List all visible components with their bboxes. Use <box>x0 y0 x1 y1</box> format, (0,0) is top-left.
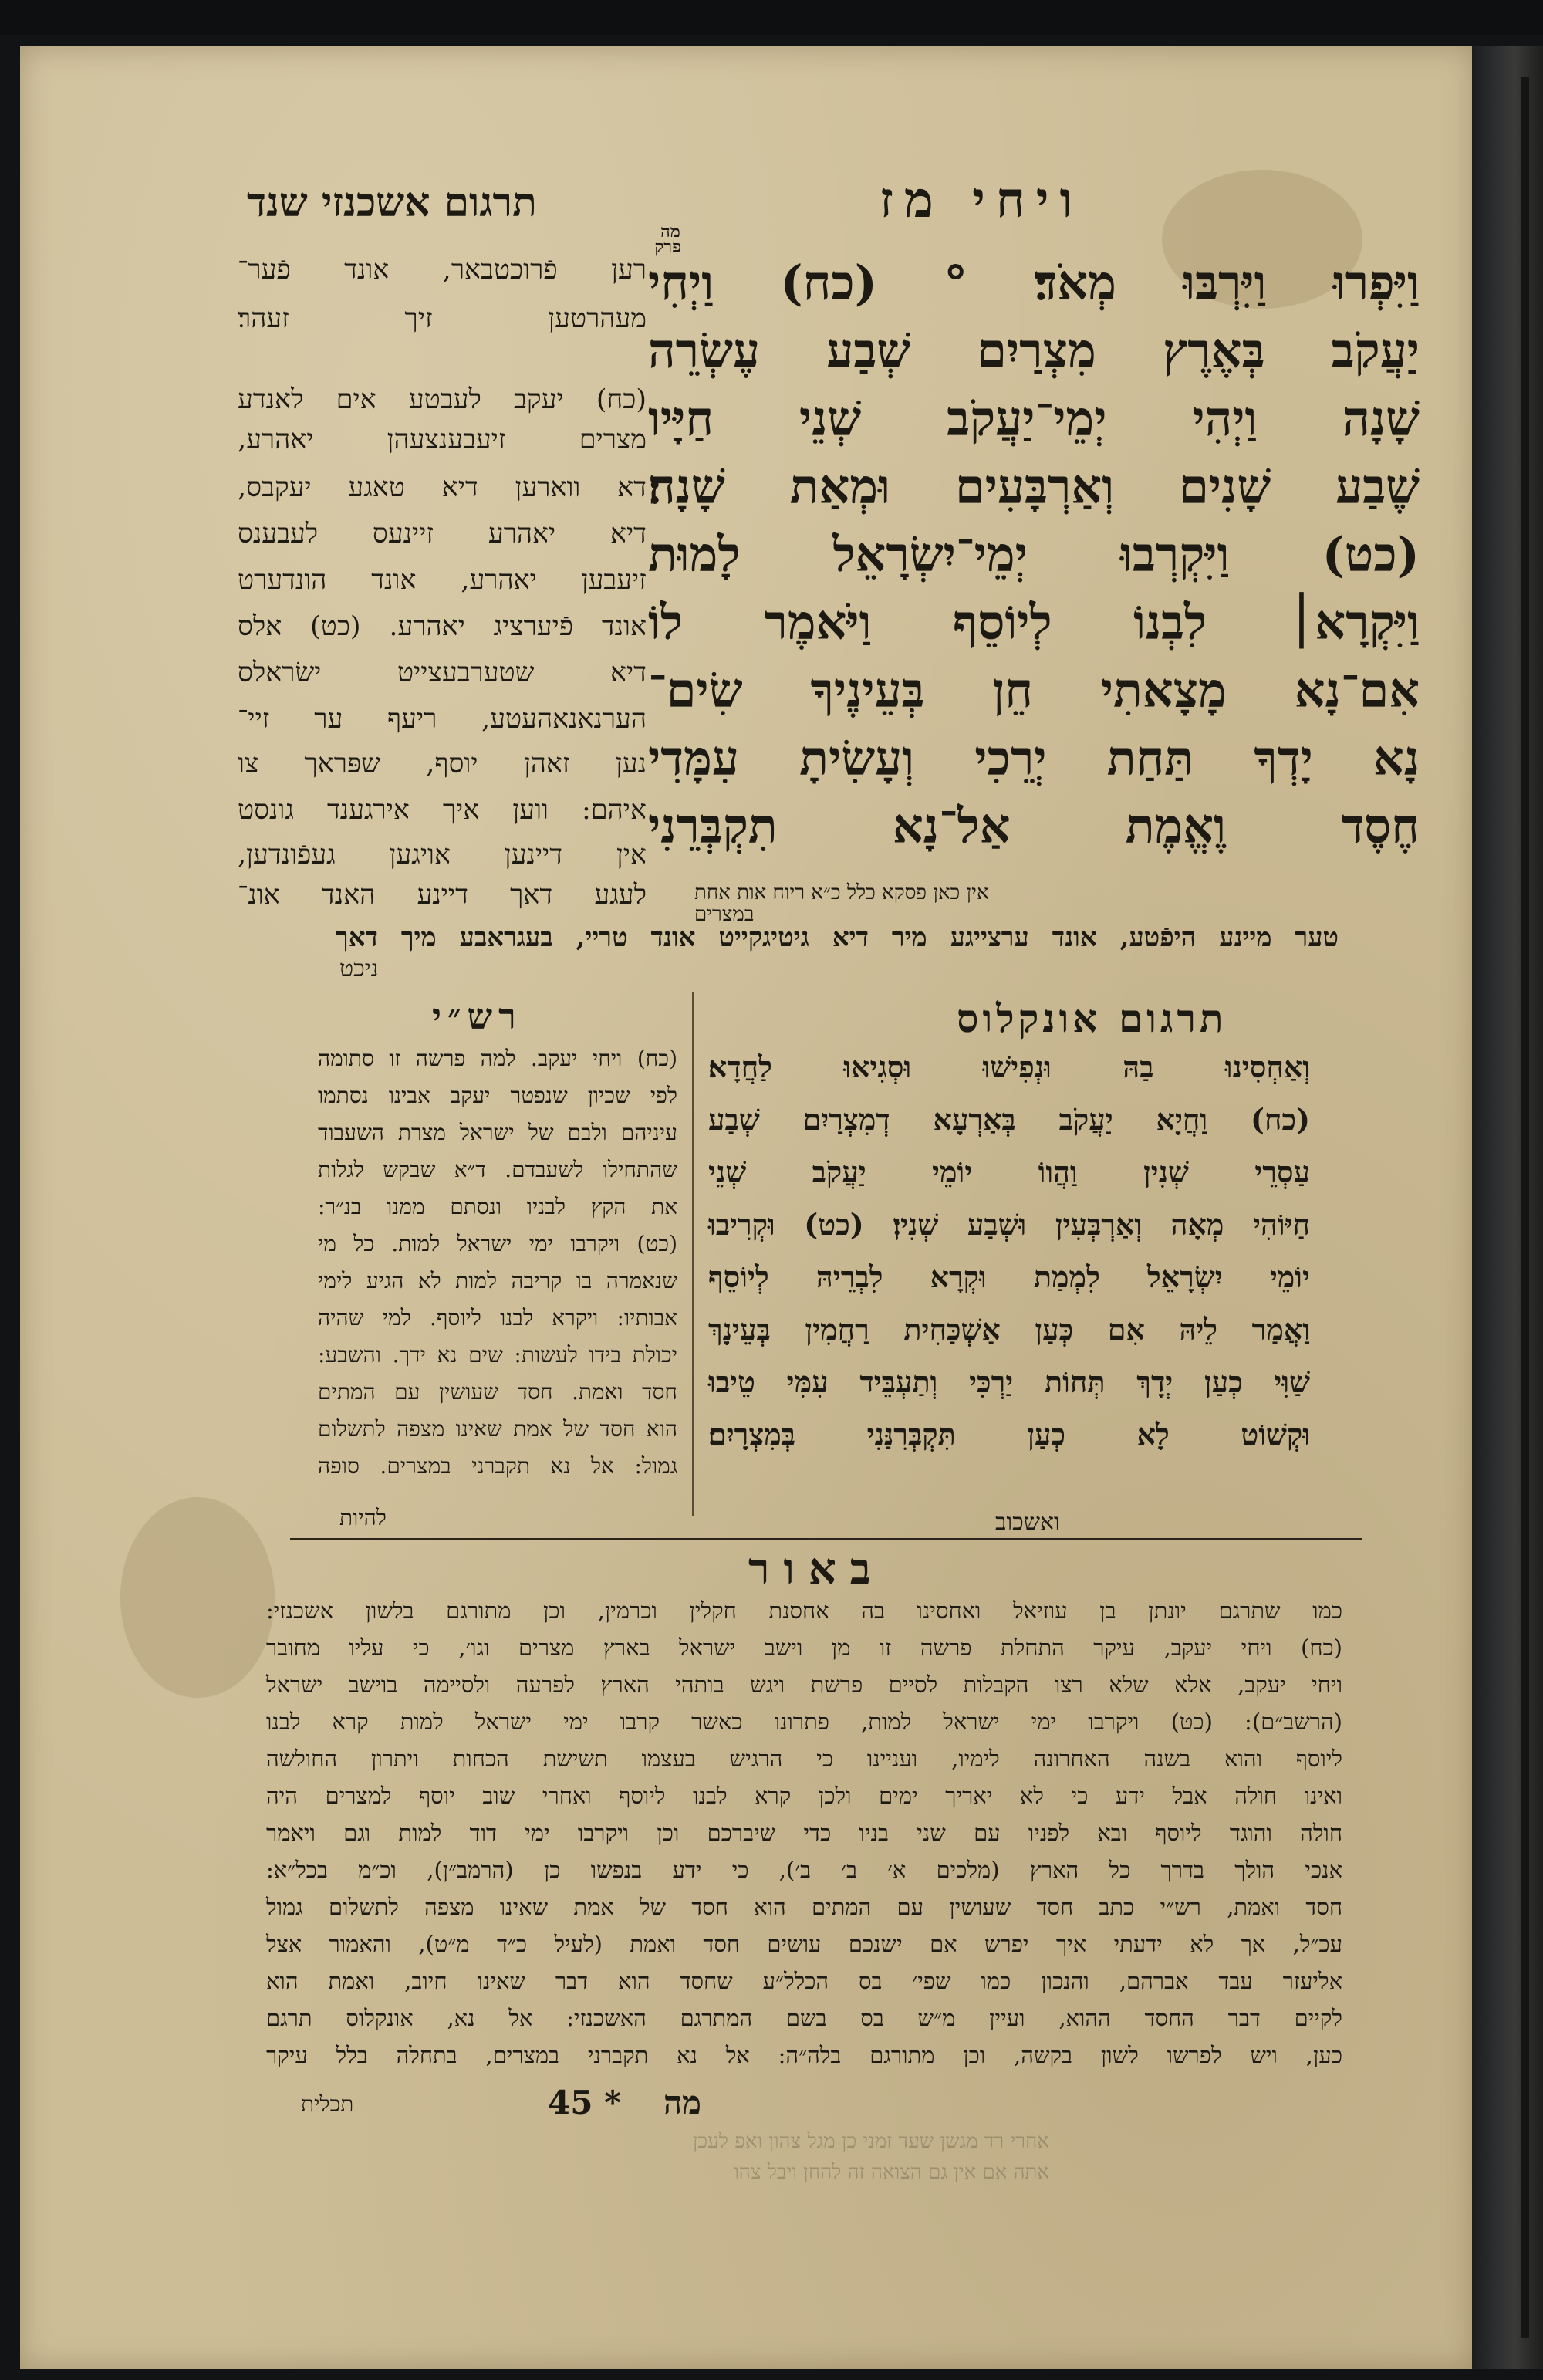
onkelos-line: וּקְשׁוֹט לָא כְעַן תִּקְבְּרִנַּנִי בְּמִצְרָיִם׃ <box>708 1417 1310 1452</box>
biur-line: חולה והוגד ליוסף ובא לפניו עם שני בניו כדי שיברכם וכן ויקרבו ימי דוד למות וגם ויאמר <box>266 1820 1342 1846</box>
biur-line: ליוסף והוא בשנה האחרונה לימיו, ועניינו כי הרגיש בעצמו תשישת הכחות ויתרון החולשה <box>266 1746 1342 1772</box>
biur-line: (כח) ויחי יעקב, עיקר התחלת פרשה זו מן וישב ישראל בארץ מצרים וגו׳, כי עליו מחובר <box>266 1635 1342 1661</box>
yiddish-line: דיא שטערבעצייט ישׂראלס <box>238 658 647 688</box>
biur-line: (הרשב״ם): (כט) ויקרבו ימי ישראל למות, פתרונו כאשר קרבו ימי ישראל למות קרא לבנו <box>266 1709 1342 1735</box>
page-number: 45 * <box>548 2084 622 2121</box>
yiddish-line: מצרים זיעבענצעהן יאהרע, <box>238 424 647 455</box>
rashi-line: גמול: אל נא תקברני במצרים. סופה <box>318 1453 677 1479</box>
section-rule <box>290 1538 1362 1540</box>
bible-catchword: במצרים <box>694 903 755 926</box>
yiddish-line: זיעבען יאהרע, אונד הונדערט <box>238 565 647 596</box>
onkelos-line: (כח) וַחֲיָא יַעֲקֹב בְּאַרְעָא דְמִצְרַיִם שְׁבַע <box>708 1102 1310 1137</box>
rashi-title: רש״י <box>432 996 522 1037</box>
masoretic-note: אין כאן פסקא כלל כ״א ריוח אות אחת <box>694 881 989 904</box>
bleed-through-text: אחרי רד מגשן שעד זמני כן מגל צהון ואפ לעכן <box>692 2130 1049 2153</box>
rashi-line: הוא חסד של אמת שאינו מצפה לתשלום <box>318 1416 677 1442</box>
yiddish-line: (כח) יעקב לעבטע אים לאנדע <box>238 384 647 415</box>
biur-line: כמו שתרגם יונתן בן עוזיאל ואחסינו בה אחסנת חקלין וכרמין, וכן מתורגם בלשון אשכנזי: <box>266 1597 1342 1624</box>
biur-line: אנכי הולך בדרך כל הארץ (מלכים א׳ ב׳ ב׳), כי ידע בנפשו כן (הרמב״ן), וכ״מ בכל״א: <box>266 1857 1342 1883</box>
yiddish-line: הערנאנאהעטע, ריעף ער זיי־ <box>238 704 647 735</box>
bleed-through-text: אתה אם אין גם הצואה זה להחן ויבל צהו <box>734 2161 1049 2184</box>
onkelos-line: שַׁוִּי כְעַן יְדָךְ תְּחוֹת יַרְכִּי וְתַעְבֵּיד עִמִּי טֵיבוּ <box>708 1364 1310 1399</box>
column-divider <box>692 992 694 1516</box>
yiddish-line: מעהרטען זיך זעהר׃ <box>238 303 647 334</box>
rashi-line: אבותיו: ויקרא לבנו ליוסף. למי שהיה <box>318 1305 677 1330</box>
biur-line: עכ״ל, אך לא ידעתי איך יפרש אם ישנכם עושים חסד ואמת (לעיל כ״ד מ״ט), והאמור אצל <box>266 1931 1342 1957</box>
biur-line: חסד ואמת, רש״י כתב חסד שעושין עם המתים הוא חסד של אמת שאינו מצפה לתשלום גמול <box>266 1894 1342 1920</box>
bible-line: חֶסֶד וֶאֱמֶת אַל־נָא תִקְבְּרֵנִי <box>648 798 1420 854</box>
hebrew-page-number: מה <box>663 2084 702 2121</box>
yiddish-line: דא ווארען דיא טאגע יעקבס, <box>238 472 647 503</box>
page-catchword: תכלית <box>301 2091 354 2117</box>
bible-line: וַיִּקְרָא׀ לִבְנוֹ לְיוֹסֵף וַיֹּאמֶר לוֹ <box>648 594 1420 651</box>
onkelos-line: חַיּוֹהִי מְאָה וְאַרְבְּעִין וּשְׁבַע שְׁנִין׃ (כט) וּקְרִיבוּ <box>708 1207 1310 1242</box>
biur-line: ויחי יעקב, אלא שלא רצו הקבלות לסיים פרשת ויגש בותהי הארץ לפרעה ולסיימה בוישב ישראל <box>266 1672 1342 1698</box>
rashi-line: חסד ואמת. חסד שעושין עם המתים <box>318 1379 677 1405</box>
rashi-line: יכולת בידו לעשות: שים נא ידך. והשבע: <box>318 1342 677 1367</box>
onkelos-line: וְאַחְסִינוּ בַהּ וּנְפִישׁוּ וּסְגִיאוּ לַחֲדָא׃ <box>708 1050 1310 1084</box>
scan-top-border <box>0 0 1543 35</box>
yiddish-line: איהם: ווען איך אירגענד גונסט <box>238 795 647 826</box>
bible-line: שֶׁבַע שָׁנִים וְאַרְבָּעִים וּמְאַת שָׁנָה׃ <box>648 458 1420 515</box>
biur-line: לקיים דבר החסד ההוא, ועיין מ״ש בס בשם המתרגם האשכנזי: אל נא, אונקלוס תרגם <box>266 2005 1342 2031</box>
onkelos-line: יוֹמֵי יִשְׂרָאֵל לִמְמַת וּקְרָא לִבְרֵיהּ לְיוֹסֵף <box>708 1259 1310 1294</box>
rashi-line: עיניהם ולבם של ישראל מצרת השעבוד <box>318 1120 677 1145</box>
onkelos-line: עַסְרֵי שְׁנִין וַהֲווֹ יוֹמֵי יַעֲקֹב שְׁנֵי <box>708 1155 1310 1189</box>
yiddish-continuation-line: טער מיינע היפֿטע, אונד ערצייגע מיר דיא גיטיגקייט אונד טריי, בעגראבע מיך דאך <box>336 922 1339 953</box>
yiddish-line: דיא יאהרע זיינעס לעבענס <box>238 519 647 549</box>
bible-line: אִם־נָא מָצָאתִי חֵן בְּעֵינֶיךָ שִׂים־ <box>648 662 1420 718</box>
biur-line: אליעזר עבד אברהם, והנכון כמו שפי׳ בס הכלל״ע שחסד הוא דבר שאינו חיוב, ואמת הוא <box>266 1968 1342 1994</box>
bible-line: נָא יָדְךָ תַּחַת יְרֵכִי וְעָשִׂיתָ עִמָּדִי <box>648 730 1420 786</box>
yiddish-line: אונד פֿיערציג יאהרע. (כט) אלס <box>238 611 647 642</box>
biur-line: ואינו חולה אבל ידע כי לא יאריך ימים ולכן קרא לבנו ליוסף ואחרי שוב יוסף למצרים היה <box>266 1783 1342 1809</box>
bible-line: (כט) וַיִּקְרְבוּ יְמֵי־יִשְׂרָאֵל לָמוּת <box>648 526 1420 583</box>
yiddish-line: לעגע דאך דיינע האנד אונ־ <box>238 880 647 911</box>
next-page-edge <box>1472 46 1543 2369</box>
rashi-line: שנאמרה בו קריבה למות לא הגיע לימי <box>318 1268 677 1293</box>
running-title-right: ויחי מז <box>880 171 1083 229</box>
biur-title: באור <box>748 1543 885 1594</box>
paper-stain <box>120 1497 275 1698</box>
yiddish-line: נען זאהן יוסף, שפּראך צו <box>238 749 647 779</box>
margin-chapter-note: מה פרק <box>654 221 681 257</box>
rashi-catchword: להיות <box>339 1505 387 1530</box>
rashi-line: (כח) ויחי יעקב. למה פרשה זו סתומה <box>318 1046 677 1071</box>
onkelos-title: תרגום אונקלוס <box>957 996 1227 1041</box>
rashi-line: את הקץ לבניו ונסתם ממנו בנ״ר: <box>318 1194 677 1219</box>
yiddish-line: רען פֿרוכטבאר, אונד פֿער־ <box>238 255 647 286</box>
rashi-line: (כט) ויקרבו ימי ישראל למות. כל מי <box>318 1231 677 1256</box>
bible-line: שָׁנָה וַיְהִי יְמֵי־יַעֲקֹב שְׁנֵי חַיָּיו <box>648 390 1420 447</box>
bible-line: יַעֲקֹב בְּאֶרֶץ מִצְרַיִם שְׁבַע עֶשְׂרֵה <box>648 323 1420 379</box>
yiddish-line: אין דיינען אויגען געפֿונדען, <box>238 840 647 871</box>
yiddish-continuation-end: ניכט <box>339 955 379 982</box>
rashi-line: לפי שכיון שנפטר יעקב אבינו נסתמו <box>318 1083 677 1108</box>
rashi-line: שהתחילו לשעבדם. ד״א שבקש לגלות <box>318 1157 677 1182</box>
onkelos-line: וַאֲמַר לֵיהּ אִם כְּעַן אַשְׁכַּחִית רַחֲמִין בְּעֵינָךְ <box>708 1312 1310 1347</box>
biur-line: כען, ויש לפרשו לשון בקשה, וכן מתורגם בלה״ה: אל נא תקברני במצרים, בתחלה בלל עיקר <box>266 2042 1342 2068</box>
bible-line: וַיִּפְרוּ וַיִּרְבּוּ מְאֹד׃ ° (כח) וַיְחִי <box>648 255 1420 311</box>
onkelos-catchword: ואשכוב <box>995 1509 1060 1536</box>
running-title-left: תרגום אשכנזי שנד <box>247 179 537 226</box>
